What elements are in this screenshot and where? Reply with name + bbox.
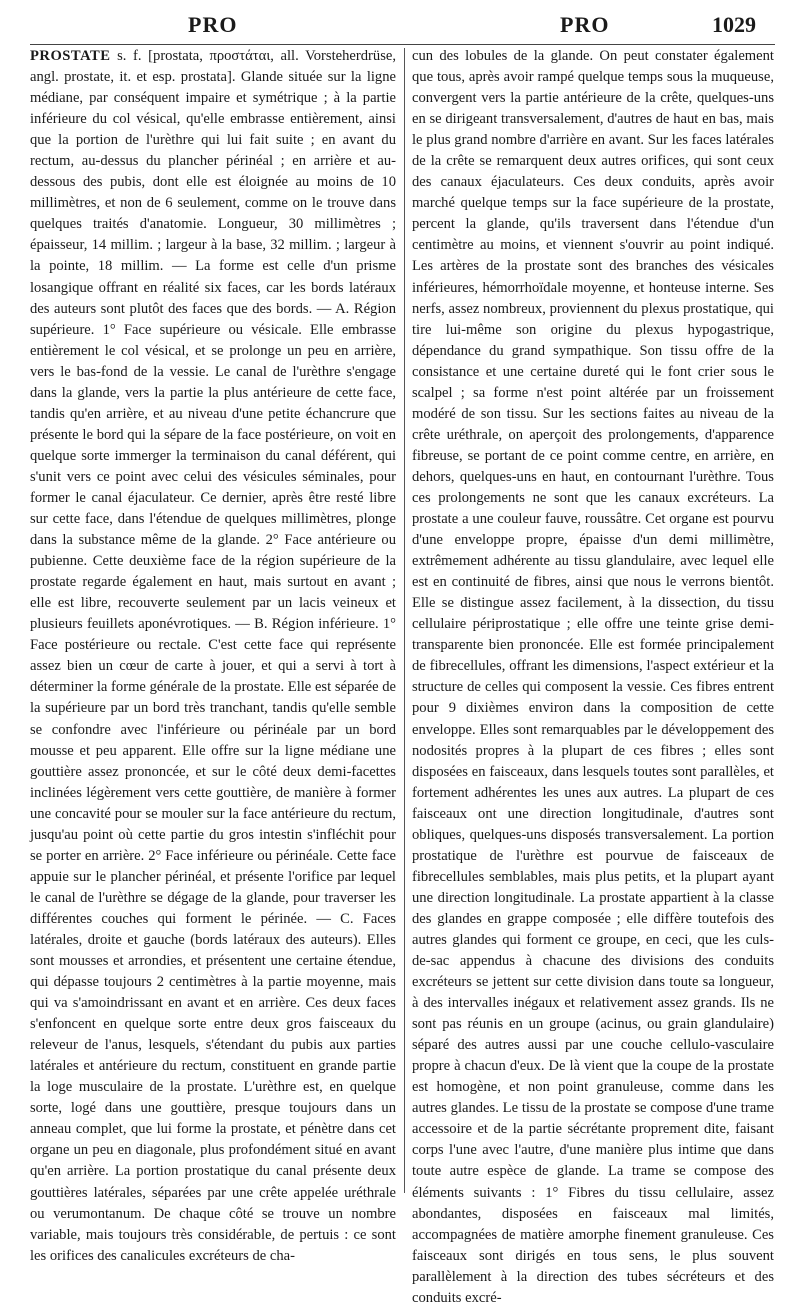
column-divider <box>404 48 405 1193</box>
header-rule <box>30 44 775 45</box>
entry-text-left: s. f. [prostata, προστάται, all. Vorsteherdrüse, angl. prostate, it. et esp. prostata]. Glande située sur la ligne médiane, par conséquent impaire et symétrique ; à la partie inférieure du col vésical, qu'elle embrasse entièrement, ainsi que la portion de l'urèthre qui lui fait suite ; en avant du rectum, au-dessus du plancher périnéal ; en arrière et au-dessous des pubis, dont elle est éloignée au moins de 10 millimètres, et non de 6 seulement, comme on le trouve dans quelques traités d'anatomie. Longueur, 30 millimètres ; épaisseur, 14 millim. ; largeur à la base, 32 millim. ; largeur à la pointe, 18 millim. — La forme est celle d'un prisme losangique offrant en réalité six faces, car les bords latéraux des auteurs sont plutôt des faces que des bords. — A. Région supérieure. 1° Face supérieure ou vésicale. Elle embrasse entièrement le col vésical, et se prolonge un peu en arrière, vers le bas-fond de la vessie. Le canal de l'urèthre s'engage dans la glande, vers la partie la plus antérieure de cette face, tandis qu'en arrière, et au niveau d'une petite échancrure que présente le bord qui la sépare de la face postérieure, on voit en quelque sorte immerger la terminaison du canal déférent, qui s'unit vers ce point avec celui des vésicules séminales, pour former le canal éjaculateur. Ce dernier, après être resté libre sur cette face, dans l'étendue de quelques millimètres, plonge dans la substance même de la glande. 2° Face antérieure ou pubienne. Cette deuxième face de la région supérieure de la prostate regarde également en haut, mais surtout en avant ; elle est libre, recouverte seulement par un lacis veineux et plusieurs feuillets aponévrotiques. — B. Région inférieure. 1° Face postérieure ou rectale. C'est cette face qui représente assez bien un cœur de carte à jouer, et qui a servi à tort à déterminer la forme générale de la prostate. Elle est séparée de la supérieure par un bord très tranchant, tandis qu'elle semble se confondre avec l'inférieure ou périnéale par un bord mousse et peu apparent. Elle offre sur la ligne médiane une gouttière assez prononcée, et sur le côté deux demi-facettes inclinées légèrement vers cette gouttière, de manière à former une concavité pour se mouler sur la face antérieure du rectum, jusqu'au point où cette partie du gros intestin s'infléchit pour se porter en arrière. 2° Face inférieure ou périnéale. Cette face appuie sur le plancher périnéal, et présente l'orifice par lequel le canal de l'urèthre se dégage de la glande, pour traverser les différentes couches qui forment le périnée. — C. Faces latérales, droite et gauche (bords latéraux des auteurs). Elles sont mousses et arrondies, et présentent une certaine étendue, qui dépasse toujours 2 centimètres à la partie moyenne, mais qui va s'amoindrissant en avant et en arrière. Ces deux faces s'enfoncent en quelque sorte entre deux gros faisceaux du releveur de l'anus, lesquels, s'étendant du pubis aux parties latérales et antérieure du rectum, constituent en grande partie la loge musculaire de la prostate. L'urèthre est, en quelque sorte, logé dans une gouttière, presque toujours dans un anneau complet, que lui forme la prostate, et pénètre dans cet organe un peu en diagonale, plus profondément situé en avant qu'en arrière. La portion prostatique du canal présente deux gouttières latérales, séparées par une crête appelée uréthrale ou verumontanum. De chaque côté se trouve un nombre variable, mais toujours très considérable, de pertuis : ce sont les orifices des canalicules excréteurs de cha- <box>30 48 396 1264</box>
entry-paragraph <box>30 46 396 1267</box>
left-column <box>30 46 396 1267</box>
right-column <box>412 46 774 1309</box>
running-head-left: PRO <box>188 12 238 37</box>
entry-text-right: cun des lobules de la glande. On peut constater également que tous, après avoir rampé quelque temps sous la muqueuse, convergent vers la partie antérieure de la crête, quelques-uns en se dirigeant transversalement, d'autres de haut en bas, mais le plus grand nombre d'arrière en avant. Sur les faces latérales de la crête se remarquent deux autres orifices, qui sont ceux des canaux éjaculateurs. Ces deux conduits, après avoir marché quelque temps sur la face supérieure de la prostate, percent la glande, qu'ils traversent dans l'étendue d'un centimètre au moins, et viennent s'ouvrir au point indiqué. Les artères de la prostate sont des branches des vésicales inférieures, hémorrhoïdale moyenne, et honteuse interne. Ses nerfs, assez nombreux, proviennent du plexus prostatique, qui tire lui-même son origine du plexus hypogastrique, dépendance du grand sympathique. Son tissu offre de la consistance et une certaine dureté qui le font crier sous le scalpel ; sa forme n'est point altérée par un froissement modéré de son tissu. Sur les sections faites au niveau de la crête uréthrale, on aperçoit des prolongements, d'apparence fibreuse, se portant de ce point comme centre, en arrière, en dehors, quelques-uns en haut, en contournant l'urèthre. Tous ces prolongements ne sont que les canaux excréteurs. La prostate a une couleur fauve, roussâtre. Cet organe est pourvu d'une enveloppe propre, épaisse d'un demi millimètre, extrêmement adhérente au tissu glandulaire, avec lequel elle est en continuité de fibres, ainsi que nous le verrons bientôt. Elle se distingue assez facilement, à la dissection, du tissu cellulaire périprostatique ; elle offre une teinte grise demi-transparente bien prononcée. Elle est formée principalement de fibrecellules, offrant les dimensions, l'aspect extérieur et la structure de celles qui composent la vessie. Ces fibres entrent pour 9 dixièmes environ dans la composition de cette enveloppe. Elles sont remarquables par le développement des nodosités propres à la plupart de ces fibres ; elles sont disposées en faisceaux, dans lesquels toutes sont parallèles, et fortement adhérentes les unes aux autres. La plupart de ces faisceaux ont une direction longitudinale, d'autres sont obliques, quelques-uns disposés transversalement. La portion prostatique de l'urèthre est pourvue de faisceaux de fibrecellules semblables, mais plus petits, et la plupart ayant une direction longitudinale. La prostate appartient à la classe des glandes en grappe composée ; elle diffère toutefois des autres glandes qui forment ce groupe, en ceci, que les culs-de-sac appendus à chacune des divisions des conduits excréteurs se jettent sur cette division dans toute sa longueur, à des intervalles inégaux et relativement assez grands. Ils ne sont pas réunis en un groupe (acinus, ou grain glandulaire) séparé des autres aussi par une couche cellulo-vasculaire propre à chacun d'eux. De là vient que la coupe de la prostate est homogène, et non point granuleuse, comme dans les autres glandes. Le tissu de la prostate se compose d'une trame accessoire et de la partie sécrétante proprement dite, faisant corps l'une avec l'autre, d'une manière plus intime que dans toute autre espèce de glande. La trame se compose des éléments suivants : 1° Fibres du tissu cellulaire, assez abondantes, disposées en faisceaux mal limités, accompagnées de matière amorphe finement granuleuse. Ces faisceaux sont dirigés en tous sens, le plus souvent parallèlement à la direction des tubes sécréteurs et des conduits excré- <box>412 48 774 1306</box>
running-head-right: PRO <box>560 12 610 37</box>
page-number: 1029 <box>712 12 756 37</box>
entry-headword: PROSTATE <box>30 48 111 64</box>
